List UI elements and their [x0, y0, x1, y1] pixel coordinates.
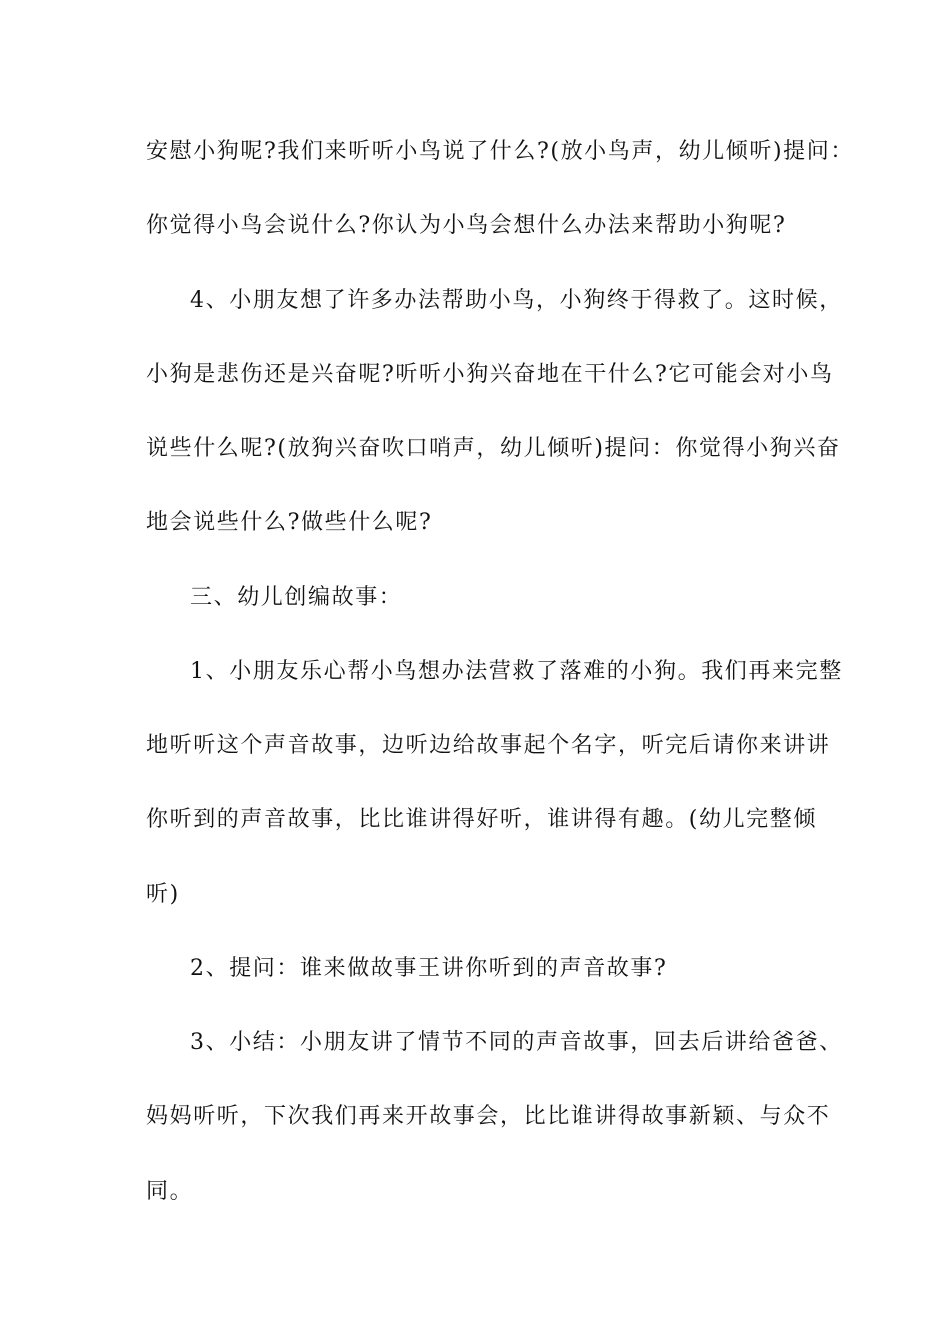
text-line: 1、小朋友乐心帮小鸟想办法营救了落难的小狗。我们再来完整	[190, 659, 843, 684]
text-line: 说些什么呢?(放狗兴奋吹口哨声，幼儿倾听)提问：你觉得小狗兴奋	[146, 436, 841, 461]
text-line: 地听听这个声音故事，边听边给故事起个名字，听完后请你来讲讲	[146, 733, 831, 758]
text-line: 4、小朋友想了许多办法帮助小鸟，小狗终于得救了。这时候，	[190, 288, 843, 313]
text-line: 你听到的声音故事，比比谁讲得好听，谁讲得有趣。(幼儿完整倾	[146, 807, 817, 832]
text-line: 地会说些什么?做些什么呢?	[146, 510, 433, 535]
text-line: 你觉得小鸟会说什么?你认为小鸟会想什么办法来帮助小狗呢?	[146, 213, 787, 238]
text-line: 安慰小狗呢?我们来听听小鸟说了什么?(放小鸟声，幼儿倾听)提问：	[146, 139, 854, 164]
text-line: 3、小结：小朋友讲了情节不同的声音故事，回去后讲给爸爸、	[190, 1030, 843, 1055]
text-line: 小狗是悲伤还是兴奋呢?听听小狗兴奋地在干什么?它可能会对小鸟	[146, 362, 834, 387]
section-heading: 三、幼儿创编故事：	[190, 585, 403, 610]
text-line: 妈妈听听，下次我们再来开故事会，比比谁讲得故事新颖、与众不	[146, 1104, 831, 1129]
text-line: 听)	[146, 882, 180, 907]
text-line: 同。	[146, 1179, 194, 1204]
text-line: 2、提问：谁来做故事王讲你听到的声音故事?	[190, 956, 668, 981]
